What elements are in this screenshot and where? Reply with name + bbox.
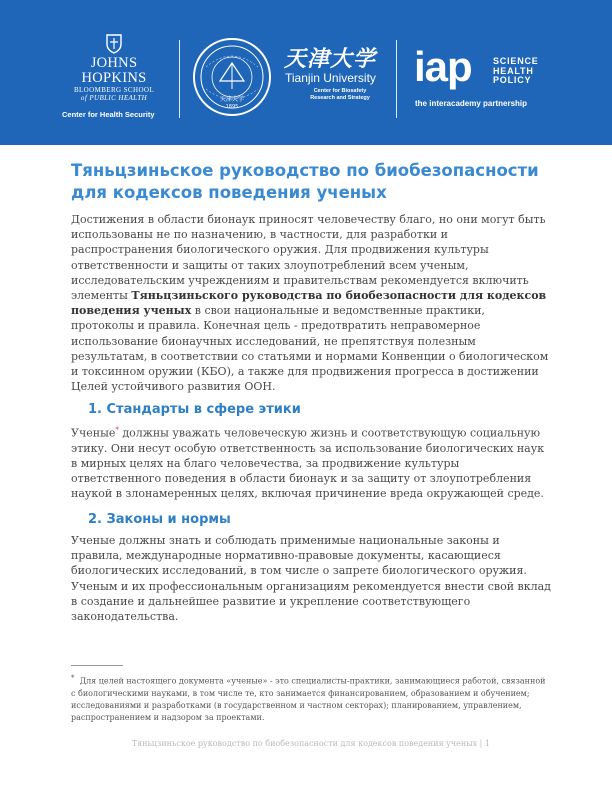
page-footer: Тяньцзиньское руководство по биобезопасности для кодексов поведения ученых | 1 bbox=[131, 739, 490, 748]
header-divider bbox=[179, 40, 180, 118]
tianjin-center-line2: Research and Strategy bbox=[310, 95, 370, 101]
tianjin-center-line1: Center for Biosafety bbox=[313, 88, 367, 94]
tianjin-seal-icon bbox=[192, 37, 272, 117]
ethics-text-start: Ученые bbox=[71, 426, 116, 440]
iap-logo: iap bbox=[414, 43, 472, 90]
footnote-marker[interactable]: * bbox=[115, 426, 119, 434]
footnote-rule bbox=[71, 665, 123, 666]
footnote-symbol: * bbox=[71, 674, 75, 682]
tianjin-center-name bbox=[300, 88, 380, 102]
footnote-text: Для целей настоящего документа «ученые» - это специалисты-практики, занимающиеся работой, связанной с биологическими науками, в том числе те, кто занимается финансированием, образованием и обучением; исследованиями и разработками (в государственном и частном секторах); планированием, управлением, распространением и надзором за проектами. bbox=[71, 676, 546, 722]
jhu-school-line2: of PUBLIC HEALTH bbox=[80, 94, 148, 102]
iap-tagline: the interacademy partnership bbox=[415, 99, 528, 108]
document-title: Тяньцзиньское руководство по биобезопасности для кодексов поведения ученых bbox=[71, 161, 539, 202]
jhu-name: JOHNS HOPKINS bbox=[81, 55, 147, 86]
ethics-text-rest: должны уважать человеческую жизнь и соответствующую социальную этику. Они несут особую ответственность за использование биологических наук в мирных целях на благо человечества, за продвижение культуры ответственного поведения в области бионаук и за защиту от злоупотребления наукой в злонамеренных целях, включая причинение вреда окружающей среде. bbox=[71, 426, 545, 501]
jhu-logo bbox=[62, 34, 166, 102]
footnote bbox=[71, 672, 551, 724]
intro-bold-text: Тяньцзиньского руководства по биобезопасности для кодексов поведения ученых bbox=[71, 289, 547, 318]
section-heading-ethics: 1. Стандарты в сфере этики bbox=[88, 402, 301, 417]
seal-year: 1895 bbox=[225, 104, 239, 110]
iap-line-science: SCIENCE bbox=[493, 56, 539, 66]
jhu-center-name: Center for Health Security bbox=[62, 110, 155, 119]
jhu-school-line1: BLOOMBERG SCHOOL bbox=[73, 86, 155, 94]
section-heading-laws: 2. Законы и нормы bbox=[88, 512, 231, 527]
section-ethics-text bbox=[71, 423, 551, 502]
intro-paragraph bbox=[71, 212, 551, 394]
header-divider bbox=[396, 40, 397, 118]
tianjin-name-english: Tianjin University bbox=[285, 71, 376, 85]
seal-chinese-text: 天津大学 bbox=[219, 96, 245, 103]
iap-line-health: HEALTH bbox=[493, 65, 534, 76]
shield-icon bbox=[106, 34, 122, 54]
tianjin-name-chinese: 天津大学 bbox=[284, 46, 377, 72]
header-banner bbox=[0, 0, 612, 145]
section-laws-text: Ученые должны знать и соблюдать применимые национальные законы и правила, международные нормативно-правовые документы, касающиеся биологических исследований, в том числе о запрете биологического оружия. Ученым и их профессиональным организациям рекомендуется внести свой вклад в создание и дальнейшее развитие и укрепление соответствующего законодательства. bbox=[71, 534, 551, 624]
iap-line-policy: POLICY bbox=[493, 75, 532, 85]
iap-mission bbox=[493, 57, 539, 86]
intro-text-part1: Достижения в области бионаук приносят человечеству благо, но они могут быть использованы не по назначению, в частности, для разработки и распространения биологического оружия. Для продвижения культуры ответственности и защиты от таких злоупотреблений всем ученым, исследовательским учреждениям и правительствам рекомендуется включить элементы bbox=[71, 213, 546, 303]
intro-text-part2: в свои национальные и ведомственные практики, протоколы и правила. Конечная цель - предотвратить неправомерное использование бионаучных исследований, не препятствуя полезным результатам, в соответствии со статьями и нормами Конвенции о биологическом и токсинном оружии (КБО), а также для продвижения прогресса в достижении Целей устойчивого развития ООН. bbox=[71, 304, 549, 394]
